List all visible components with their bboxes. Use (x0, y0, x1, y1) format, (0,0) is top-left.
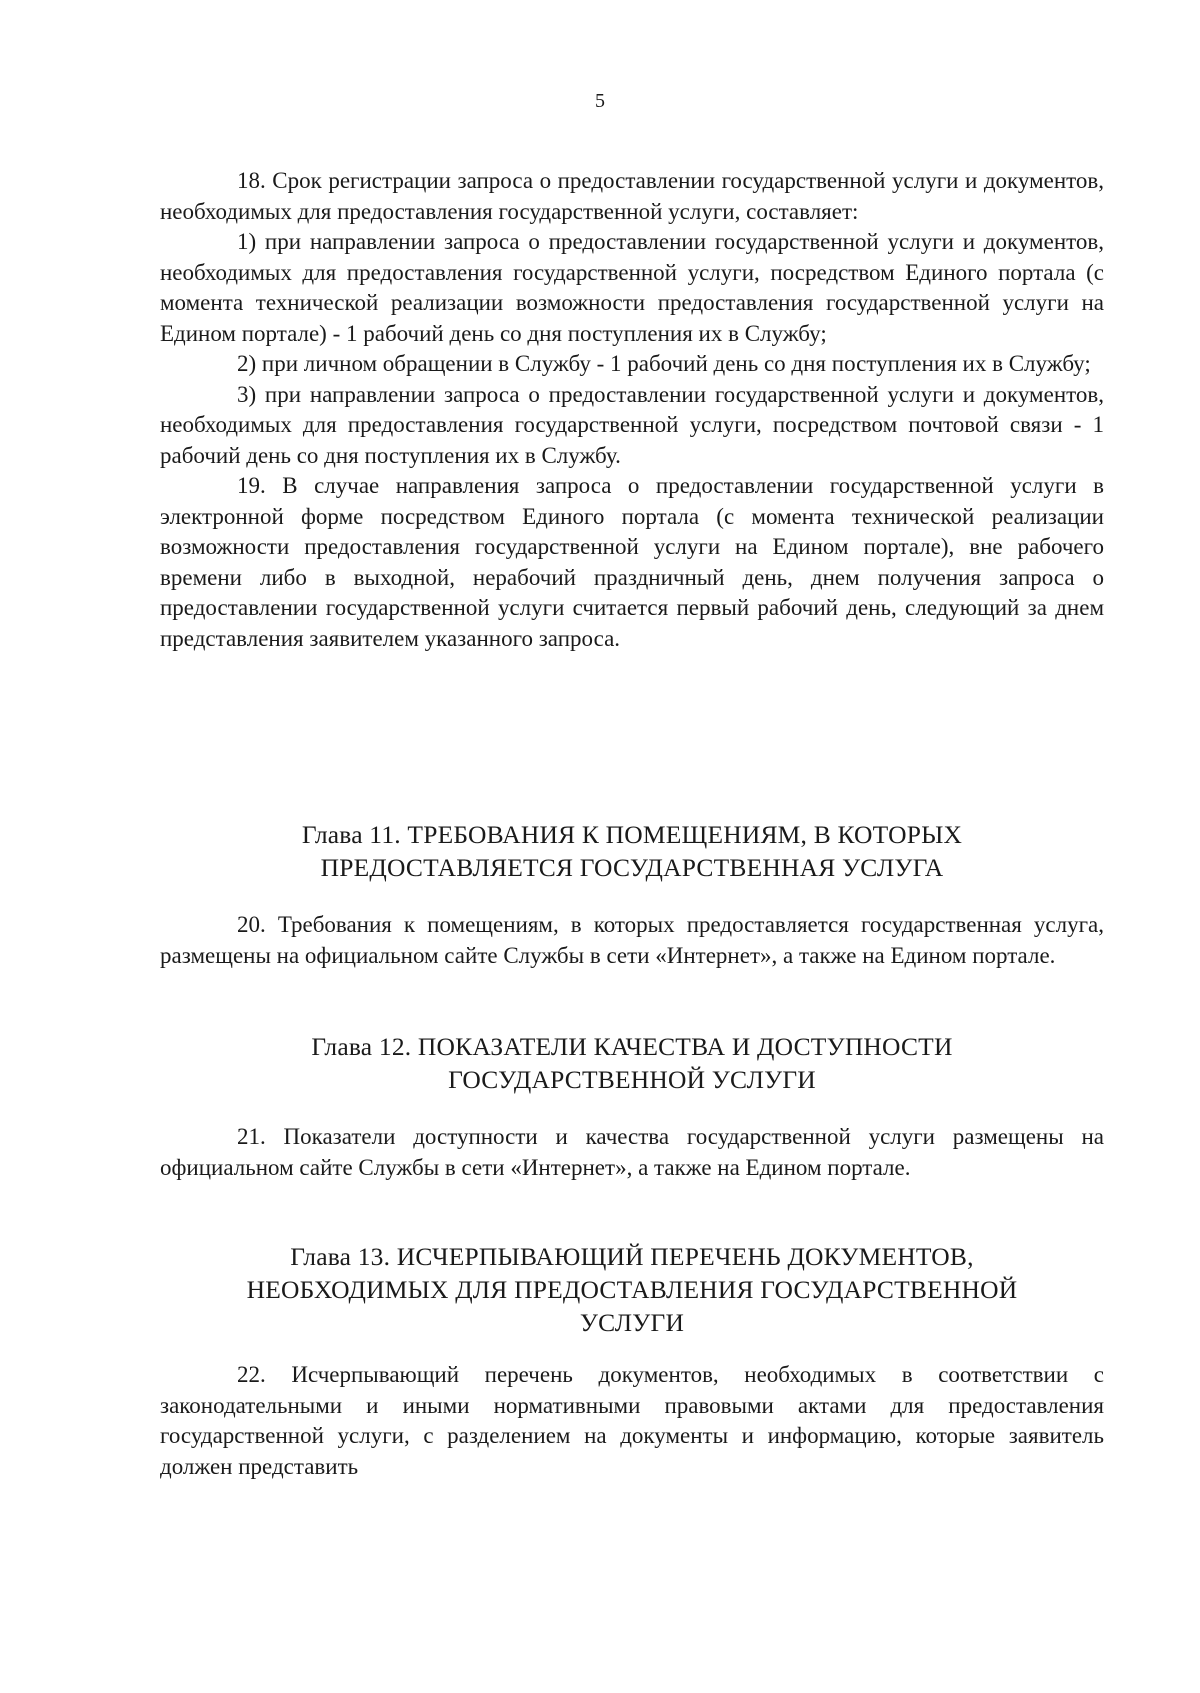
section-18 (160, 166, 1104, 654)
section-18-item-3: 3) при направлении запроса о предоставлении государственной услуги и документов, необходимых для предоставления государственной услуги, посредством почтовой связи - 1 рабочий день со дня поступления их в Службу. (160, 381, 1104, 468)
section-18-item-2: 2) при личном обращении в Службу - 1 рабочий день со дня поступления их в Службу; (237, 351, 1091, 376)
page-number: 5 (595, 90, 605, 112)
chapter-11-line-2: ПРЕДОСТАВЛЯЕТСЯ ГОСУДАРСТВЕННАЯ УСЛУГА (320, 853, 944, 882)
section-21-block (160, 1122, 1104, 1183)
chapter-13-line-3: УСЛУГИ (579, 1308, 685, 1337)
section-18-item-1: 1) при направлении запроса о предоставлении государственной услуги и документов, необходимых для предоставления государственной услуги, посредством Единого портала (с момента технической реализации возможности предоставления государственной услуги на Едином портале) - 1 рабочий день со дня поступления их в Службу; (160, 229, 1104, 346)
section-19: 19. В случае направления запроса о предоставлении государственной услуги в электронной форме посредством Единого портала (с момента технической реализации возможности предоставления государственной услуги на Едином портале), вне рабочего времени либо в выходной, нерабочий праздничный день, днем получения запроса о предоставлении государственной услуги считается первый рабочий день, следующий за днем представления заявителем указанного запроса. (160, 473, 1104, 651)
section-22: 22. Исчерпывающий перечень документов, необходимых в соответствии с законодательными и иными нормативными правовыми актами для предоставления государственной услуги, с разделением на документы и информацию, которые заявитель должен представить (160, 1362, 1104, 1479)
section-21: 21. Показатели доступности и качества государственной услуги размещены на официальном сайте Службы в сети «Интернет», а также на Едином портале. (160, 1124, 1104, 1180)
section-22-block (160, 1360, 1104, 1482)
chapter-13-line-2: НЕОБХОДИМЫХ ДЛЯ ПРЕДОСТАВЛЕНИЯ ГОСУДАРСТВЕННОЙ (246, 1275, 1018, 1304)
section-20-block (160, 910, 1104, 971)
chapter-11-line-1: Глава 11. ТРЕБОВАНИЯ К ПОМЕЩЕНИЯМ, В КОТОРЫХ (301, 820, 963, 849)
chapter-12-heading (160, 1030, 1104, 1096)
section-20: 20. Требования к помещениям, в которых предоставляется государственная услуга, размещены на официальном сайте Службы в сети «Интернет», а также на Едином портале. (160, 912, 1104, 968)
chapter-13-heading (160, 1240, 1104, 1339)
chapter-12-line-1: Глава 12. ПОКАЗАТЕЛИ КАЧЕСТВА И ДОСТУПНОСТИ (311, 1032, 953, 1061)
chapter-11-heading (160, 818, 1104, 884)
section-18-intro: 18. Срок регистрации запроса о предоставлении государственной услуги и документов, необходимых для предоставления государственной услуги, составляет: (160, 168, 1104, 224)
chapter-13-line-1: Глава 13. ИСЧЕРПЫВАЮЩИЙ ПЕРЕЧЕНЬ ДОКУМЕНТОВ, (290, 1242, 974, 1271)
chapter-12-line-2: ГОСУДАРСТВЕННОЙ УСЛУГИ (448, 1065, 816, 1094)
